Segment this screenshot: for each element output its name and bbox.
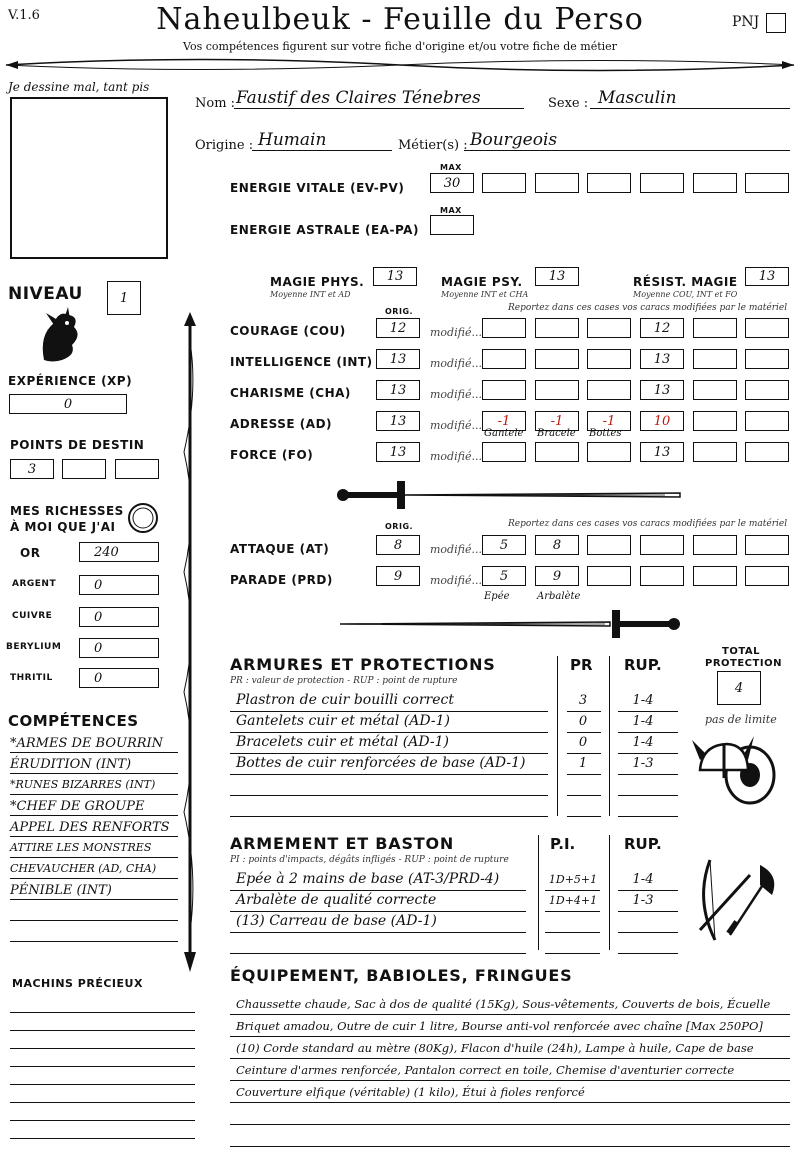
pnj-label: PNJ <box>732 14 760 30</box>
combat-orig-box[interactable] <box>376 566 420 586</box>
destin-label: POINTS DE DESTIN <box>10 438 145 452</box>
ev-extra-box[interactable] <box>640 173 684 193</box>
machins-line[interactable] <box>10 1012 195 1013</box>
adresse-note: Bottes <box>589 428 622 439</box>
or-label: OR <box>20 546 41 560</box>
competence-item[interactable]: *CHEF DE GROUPE <box>10 799 145 814</box>
carac-mod-value: -1 <box>602 413 616 429</box>
combat-note-item: Arbalète <box>537 591 581 602</box>
total-protection-label-2: PROTECTION <box>705 658 782 669</box>
carac-mod-box[interactable] <box>745 380 789 400</box>
competence-item[interactable]: APPEL DES RENFORTS <box>10 820 170 835</box>
carac-mod-box[interactable] <box>693 318 737 338</box>
machins-line[interactable] <box>10 1102 195 1103</box>
carac-mod-box[interactable] <box>745 411 789 431</box>
armement-col-pi: P.I. <box>550 835 576 853</box>
machins-line[interactable] <box>10 1120 195 1121</box>
carac-mod-box[interactable] <box>587 318 631 338</box>
adresse-note: Bracele <box>537 428 576 439</box>
caracs-note: Reportez dans ces cases vos caracs modifiées par le matériel <box>508 303 788 313</box>
machins-line[interactable] <box>10 1084 195 1085</box>
dragon-icon <box>34 305 84 365</box>
carac-mod-box[interactable] <box>640 380 684 400</box>
carac-mod-value: 13 <box>653 382 671 398</box>
destin-box-3[interactable] <box>115 459 159 479</box>
sexe-label: Sexe : <box>548 96 589 111</box>
combat-orig-value: 8 <box>393 537 403 553</box>
armement-sub: PI : points d'impacts, dégâts infligés - RUP : point de rupture <box>230 855 509 865</box>
resist-magie-label: RÉSIST. MAGIE <box>633 275 738 289</box>
combat-orig-box[interactable] <box>376 535 420 555</box>
competence-item[interactable]: *RUNES BIZARRES (INT) <box>10 778 156 791</box>
magie-phys-sub: Moyenne INT et AD <box>270 290 351 299</box>
nom-label: Nom : <box>195 96 236 111</box>
combat-mod-box[interactable] <box>693 535 737 555</box>
arme-name[interactable]: Arbalète de qualité correcte <box>236 892 437 908</box>
combat-mod-box[interactable] <box>640 566 684 586</box>
equipement-line[interactable]: Couverture elfique (véritable) (1 kilo), Étui à fioles renforcé <box>236 1085 585 1099</box>
combat-mod-value: 5 <box>499 568 509 584</box>
carac-mod-box[interactable] <box>535 318 579 338</box>
carac-mod-box[interactable] <box>587 380 631 400</box>
ea-max-box[interactable] <box>430 215 474 235</box>
armure-rup[interactable]: 1-4 <box>632 735 654 750</box>
combat-mod-value: 9 <box>552 568 562 584</box>
niveau-box[interactable] <box>107 281 141 315</box>
carac-orig-value: 13 <box>389 382 407 398</box>
armure-rup[interactable]: 1-4 <box>632 693 654 708</box>
carac-mod-box[interactable] <box>587 349 631 369</box>
carac-orig-box[interactable] <box>376 411 420 431</box>
carac-mod-box[interactable] <box>693 349 737 369</box>
portrait-box[interactable] <box>10 97 168 259</box>
equipement-line[interactable]: Ceinture d'armes renforcée, Pantalon correct en toile, Chemise d'aventurier correcte <box>236 1063 735 1077</box>
or-box[interactable] <box>79 542 159 562</box>
arme-pi[interactable]: 1D+4+1 <box>548 894 598 907</box>
version-label: V.1.6 <box>8 8 40 23</box>
magie-psy-sub: Moyenne INT et CHA <box>441 290 529 299</box>
carac-mod-value: 13 <box>653 444 671 460</box>
combat-modif-label: modifié... <box>430 543 482 556</box>
ea-label: ENERGIE ASTRALE (EA-PA) <box>230 223 419 237</box>
combat-mod-box[interactable] <box>693 566 737 586</box>
origine-value[interactable]: Humain <box>258 130 327 150</box>
carac-mod-box[interactable] <box>482 318 526 338</box>
armement-title: ARMEMENT ET BASTON <box>230 834 455 853</box>
or-value: 240 <box>94 544 119 560</box>
richesses-label-1: MES RICHESSES <box>10 504 124 518</box>
metier-label: Métier(s) : <box>398 138 468 153</box>
equipement-line[interactable]: (10) Corde standard au mètre (80Kg), Flacon d'huile (24h), Lampe à huile, Cape de base <box>236 1041 754 1055</box>
carac-mod-value: 10 <box>653 413 671 429</box>
caracs-orig-label: ORIG. <box>385 307 414 316</box>
carac-mod-box[interactable] <box>587 442 631 462</box>
pas-de-limite: pas de limite <box>705 713 777 726</box>
machins-line[interactable] <box>10 1048 195 1049</box>
total-protection-label-1: TOTAL <box>722 646 760 657</box>
header-ornament <box>0 52 800 78</box>
experience-box[interactable] <box>9 394 127 414</box>
carac-mod-box[interactable] <box>535 349 579 369</box>
carac-orig-box[interactable] <box>376 442 420 462</box>
ev-label: ENERGIE VITALE (EV-PV) <box>230 181 405 195</box>
sheet-title: Naheulbeuk - Feuille du Perso <box>156 2 644 37</box>
competence-item[interactable]: ATTIRE LES MONSTRES <box>10 841 152 854</box>
combat-label: ATTAQUE (AT) <box>230 542 330 556</box>
berylium-label: BERYLIUM <box>6 642 62 652</box>
competence-item[interactable]: *ARMES DE BOURRIN <box>10 736 164 751</box>
ev-max-box[interactable] <box>430 173 474 193</box>
combat-mod-box[interactable] <box>535 566 579 586</box>
carac-mod-box[interactable] <box>640 411 684 431</box>
origine-label: Origine : <box>195 138 254 153</box>
carac-orig-value: 13 <box>389 444 407 460</box>
carac-mod-box[interactable] <box>640 349 684 369</box>
armure-pr[interactable]: 0 <box>578 735 588 750</box>
armure-rup[interactable]: 1-3 <box>632 756 654 771</box>
machins-line[interactable] <box>10 1030 195 1031</box>
combat-mod-box[interactable] <box>745 566 789 586</box>
combat-orig-value: 9 <box>393 568 403 584</box>
ev-extra-box[interactable] <box>587 173 631 193</box>
combat-mod-box[interactable] <box>587 535 631 555</box>
carac-modif-label: modifié... <box>430 388 482 401</box>
carac-mod-box[interactable] <box>693 442 737 462</box>
carac-label: ADRESSE (AD) <box>230 417 333 431</box>
combat-mod-box[interactable] <box>587 566 631 586</box>
total-protection-box[interactable] <box>717 671 761 705</box>
resist-magie-box[interactable]: 13 <box>745 267 789 286</box>
weapons-icon <box>690 855 790 945</box>
carac-label: CHARISME (CHA) <box>230 386 351 400</box>
resist-magie-sub: Moyenne COU, INT et FO <box>633 290 738 299</box>
carac-mod-value: 13 <box>653 351 671 367</box>
competences-label: COMPÉTENCES <box>8 712 139 730</box>
carac-orig-value: 12 <box>389 320 407 336</box>
carac-mod-box[interactable] <box>482 442 526 462</box>
niveau-value: 1 <box>119 290 129 306</box>
combat-modif-label: modifié... <box>430 574 482 587</box>
cuivre-label: CUIVRE <box>12 611 53 621</box>
experience-label: EXPÉRIENCE (XP) <box>8 374 133 388</box>
carac-mod-box[interactable] <box>482 349 526 369</box>
machins-line[interactable] <box>10 1138 195 1139</box>
richesses-label-2: À MOI QUE J'AI <box>10 520 116 534</box>
staff-decoration <box>180 312 200 972</box>
equipement-line[interactable]: Chaussette chaude, Sac à dos de qualité (15Kg), Sous-vêtements, Couverts de bois, Écuelle <box>236 997 771 1011</box>
cuivre-box[interactable]: 0 <box>79 607 159 627</box>
metier-value[interactable]: Bourgeois <box>470 130 558 150</box>
arme-pi[interactable]: 1D+5+1 <box>548 873 598 886</box>
ev-value: 30 <box>443 175 461 191</box>
armures-col-rup: RUP. <box>624 656 662 674</box>
argent-box[interactable]: 0 <box>79 575 159 595</box>
machins-line[interactable] <box>10 1066 195 1067</box>
carac-mod-box[interactable] <box>640 442 684 462</box>
carac-label: FORCE (FO) <box>230 448 314 462</box>
magie-psy-label: MAGIE PSY. <box>441 275 523 289</box>
machins-label: MACHINS PRÉCIEUX <box>12 977 143 990</box>
armure-name[interactable]: Bottes de cuir renforcées de base (AD-1) <box>236 755 526 771</box>
portrait-caption: Je dessine mal, tant pis <box>8 80 150 94</box>
combat-mod-value: 8 <box>552 537 562 553</box>
carac-mod-box[interactable] <box>693 411 737 431</box>
sexe-value[interactable]: Masculin <box>598 88 677 108</box>
combat-note-item: Epée <box>484 591 510 602</box>
thritil-box[interactable]: 0 <box>79 668 159 688</box>
combat-mod-box[interactable] <box>745 535 789 555</box>
carac-mod-box[interactable] <box>745 349 789 369</box>
carac-mod-box[interactable] <box>535 442 579 462</box>
armure-pr[interactable]: 1 <box>578 756 588 771</box>
equipement-title: ÉQUIPEMENT, BABIOLES, FRINGUES <box>230 966 573 985</box>
carac-orig-value: 13 <box>389 413 407 429</box>
armure-name[interactable]: Gantelets cuir et métal (AD-1) <box>236 713 450 729</box>
magie-phys-box[interactable]: 13 <box>373 267 417 286</box>
sheet-subtitle: Vos compétences figurent sur votre fiche d'origine et/ou votre fiche de métier <box>183 40 617 53</box>
combat-note: Reportez dans ces cases vos caracs modifiées par le matériel <box>508 519 788 529</box>
coin-icon <box>127 502 159 534</box>
berylium-box[interactable]: 0 <box>79 638 159 658</box>
carac-mod-value: -1 <box>550 413 564 429</box>
adresse-note: Gantele <box>484 428 524 439</box>
carac-mod-value: -1 <box>497 413 511 429</box>
magie-psy-box[interactable]: 13 <box>535 267 579 286</box>
niveau-label: NIVEAU <box>8 284 83 304</box>
competence-item[interactable]: CHEVAUCHER (AD, CHA) <box>10 862 157 875</box>
sword-ornament-1 <box>335 477 685 513</box>
combat-label: PARADE (PRD) <box>230 573 333 587</box>
ev-extra-box[interactable] <box>482 173 526 193</box>
carac-orig-value: 13 <box>389 351 407 367</box>
combat-mod-box[interactable] <box>482 566 526 586</box>
carac-modif-label: modifié... <box>430 357 482 370</box>
combat-mod-box[interactable] <box>482 535 526 555</box>
thritil-label: THRITIL <box>10 673 53 683</box>
magie-phys-label: MAGIE PHYS. <box>270 275 365 289</box>
combat-orig-label: ORIG. <box>385 522 414 531</box>
ev-max-label: MAX <box>440 163 462 172</box>
armures-col-pr: PR <box>570 656 593 674</box>
competence-item[interactable]: ÉRUDITION (INT) <box>10 757 132 772</box>
carac-modif-label: modifié... <box>430 419 482 432</box>
armure-rup[interactable]: 1-4 <box>632 714 654 729</box>
total-protection-value: 4 <box>734 680 744 696</box>
pnj-checkbox[interactable] <box>766 13 786 33</box>
carac-label: INTELLIGENCE (INT) <box>230 355 373 369</box>
carac-modif-label: modifié... <box>430 326 482 339</box>
sword-ornament-2 <box>340 606 685 642</box>
arme-name[interactable]: Epée à 2 mains de base (AT-3/PRD-4) <box>236 871 500 887</box>
carac-modif-label: modifié... <box>430 450 482 463</box>
armures-sub: PR : valeur de protection - RUP : point de rupture <box>230 676 458 686</box>
armure-pr[interactable]: 0 <box>578 714 588 729</box>
carac-mod-box[interactable] <box>693 380 737 400</box>
experience-value: 0 <box>63 396 73 412</box>
arme-rup[interactable]: 1-4 <box>632 872 654 887</box>
carac-mod-box[interactable] <box>745 442 789 462</box>
armure-pr[interactable]: 3 <box>578 693 588 708</box>
carac-mod-value: 12 <box>653 320 671 336</box>
competence-item[interactable]: PÉNIBLE (INT) <box>10 883 112 898</box>
armure-name[interactable]: Plastron de cuir bouilli correct <box>236 692 454 708</box>
carac-mod-box[interactable] <box>640 318 684 338</box>
carac-orig-box[interactable] <box>376 318 420 338</box>
combat-mod-box[interactable] <box>640 535 684 555</box>
arme-name[interactable]: (13) Carreau de base (AD-1) <box>236 913 437 929</box>
armures-title: ARMURES ET PROTECTIONS <box>230 655 496 674</box>
carac-mod-box[interactable] <box>482 380 526 400</box>
ev-extra-box[interactable] <box>535 173 579 193</box>
carac-orig-box[interactable] <box>376 380 420 400</box>
ea-max-label: MAX <box>440 206 462 215</box>
ev-extra-box[interactable] <box>693 173 737 193</box>
argent-label: ARGENT <box>12 579 57 589</box>
armure-name[interactable]: Bracelets cuir et métal (AD-1) <box>236 734 449 750</box>
helmet-shield-icon <box>692 730 782 810</box>
carac-label: COURAGE (COU) <box>230 324 346 338</box>
equipement-line[interactable]: Briquet amadou, Outre de cuir 1 litre, Bourse anti-vol renforcée avec chaîne [Max 250PO] <box>236 1019 763 1033</box>
nom-value[interactable]: Faustif des Claires Ténebres <box>236 88 481 108</box>
armement-col-rup: RUP. <box>624 835 662 853</box>
combat-mod-value: 5 <box>499 537 509 553</box>
arme-rup[interactable]: 1-3 <box>632 893 654 908</box>
carac-orig-box[interactable] <box>376 349 420 369</box>
combat-mod-box[interactable] <box>535 535 579 555</box>
carac-mod-box[interactable] <box>745 318 789 338</box>
carac-mod-box[interactable] <box>535 380 579 400</box>
ev-extra-box[interactable] <box>745 173 789 193</box>
destin-box-2[interactable] <box>62 459 106 479</box>
destin-box-1[interactable]: 3 <box>10 459 54 479</box>
